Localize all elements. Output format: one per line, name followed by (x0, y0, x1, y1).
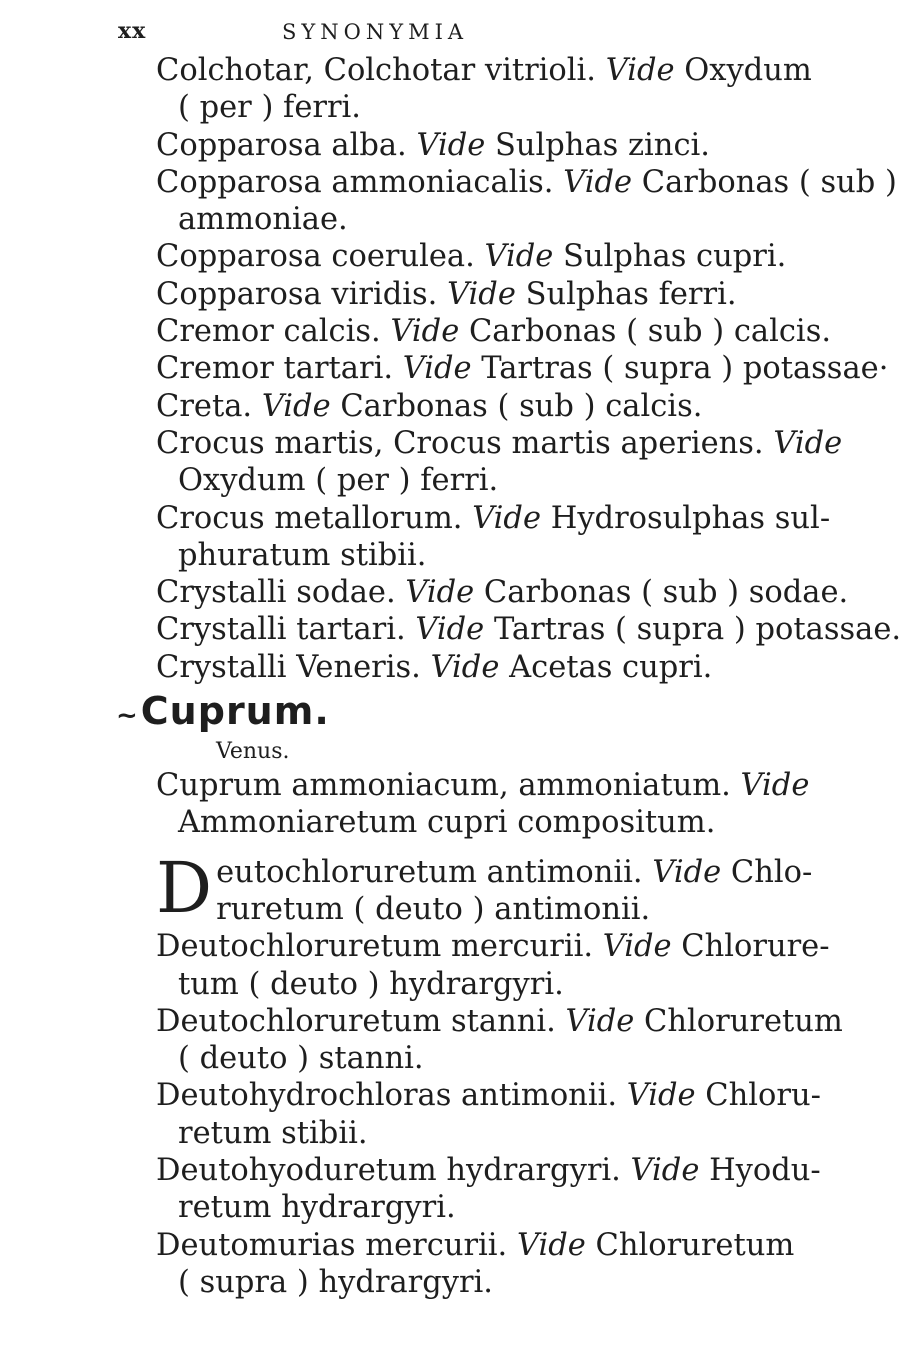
entry-creta: Creta. Vide Carbonas ( sub ) calcis. (156, 388, 703, 424)
vide-label: Vide (405, 575, 475, 611)
vide-label: Vide (630, 1153, 700, 1189)
entry-cremor-calcis: Cremor calcis. Vide Carbonas ( sub ) calcis. (156, 314, 832, 350)
entry-copparosa-coerulea: Copparosa coerulea. Vide Sulphas cupri. (156, 239, 787, 275)
running-head: SYNONYMIA (282, 20, 469, 44)
vide-label: Vide (416, 127, 486, 163)
section-subheading: Venus. (216, 739, 290, 765)
tilde-mark: ~ (116, 701, 139, 732)
entry-cremor-tartari: Cremor tartari. Vide Tartras ( supra ) potassae· (156, 351, 889, 387)
cuprum-section (116, 690, 796, 767)
vide-label: Vide (447, 276, 516, 312)
vide-label: Vide (472, 500, 542, 536)
drop-capital: D (156, 846, 213, 929)
vide-label: Vide (516, 1227, 586, 1263)
entry-cuprum-ammoniacum: Cuprum ammoniacum, ammoniatum. Vide Ammoniaretum cupri compositum. (156, 768, 810, 841)
entry-crystalli-sodae: Crystalli sodae. Vide Carbonas ( sub ) sodae. (156, 575, 849, 611)
vide-label: Vide (565, 1003, 635, 1039)
vide-label: Vide (773, 425, 843, 461)
vide-label: Vide (402, 351, 472, 387)
vide-label: Vide (390, 314, 460, 350)
vide-label: Vide (261, 388, 331, 424)
entry-copparosa-alba: Copparosa alba. Vide Sulphas zinci. (156, 127, 710, 163)
entry-deutomurias-mercurii: Deutomurias mercurii. Vide Chloruretum ( supra ) hydrargyri. (156, 1227, 795, 1300)
entry-crocus-metallorum: Crocus metallorum. Vide Hydrosulphas sul- phuratum stibii. (156, 500, 831, 573)
vide-label: Vide (605, 53, 675, 88)
entry-deutochloruretum-antimonii: D eutochloruretum antimonii. Vide Chlo- ruretum ( deuto ) antimonii. (156, 846, 813, 929)
vide-label: Vide (652, 854, 722, 890)
entry-deutochloruretum-stanni: Deutochloruretum stanni. Vide Chloruretum ( deuto ) stanni. (156, 1003, 843, 1077)
vide-label: Vide (484, 239, 554, 275)
vide-label: Vide (740, 768, 810, 804)
entry-copparosa-viridis: Copparosa viridis. Vide Sulphas ferri. (156, 276, 737, 312)
entry-crystalli-tartari: Crystalli tartari. Vide Tartras ( supra ) potassae. (156, 612, 901, 648)
entry-deutohyoduretum-hydrargyri: Deutohyoduretum hydrargyri. Vide Hyodu- retum hydrargyri. (156, 1153, 821, 1226)
vide-label: Vide (563, 164, 633, 200)
entry-colchotar: Colchotar, Colchotar vitrioli. Vide Oxydum ( per ) ferri. (156, 53, 812, 126)
entry-deutohydrochloras-antimonii: Deutohydrochloras antimonii. Vide Chloru- retum stibii. (156, 1078, 821, 1151)
page-folio: xx (118, 18, 147, 44)
section-heading: ~Cuprum. (116, 689, 330, 734)
vide-label: Vide (415, 612, 485, 648)
vide-label: Vide (602, 929, 672, 965)
entry-crystalli-veneris: Crystalli Veneris. Vide Acetas cupri. (156, 649, 713, 685)
entry-deutochloruretum-mercurii: Deutochloruretum mercurii. Vide Chlorure- tum ( deuto ) hydrargyri. (156, 929, 830, 1002)
d-section (156, 846, 843, 1302)
entry-copparosa-ammoniacalis: Copparosa ammoniacalis. Vide Carbonas ( sub ) ammoniae. (156, 164, 897, 238)
synonym-entries (116, 52, 901, 1301)
vide-label: Vide (430, 649, 500, 685)
entry-crocus-martis: Crocus martis, Crocus martis aperiens. Vide Oxydum ( per ) ferri. (156, 425, 843, 499)
vide-label: Vide (626, 1078, 696, 1114)
